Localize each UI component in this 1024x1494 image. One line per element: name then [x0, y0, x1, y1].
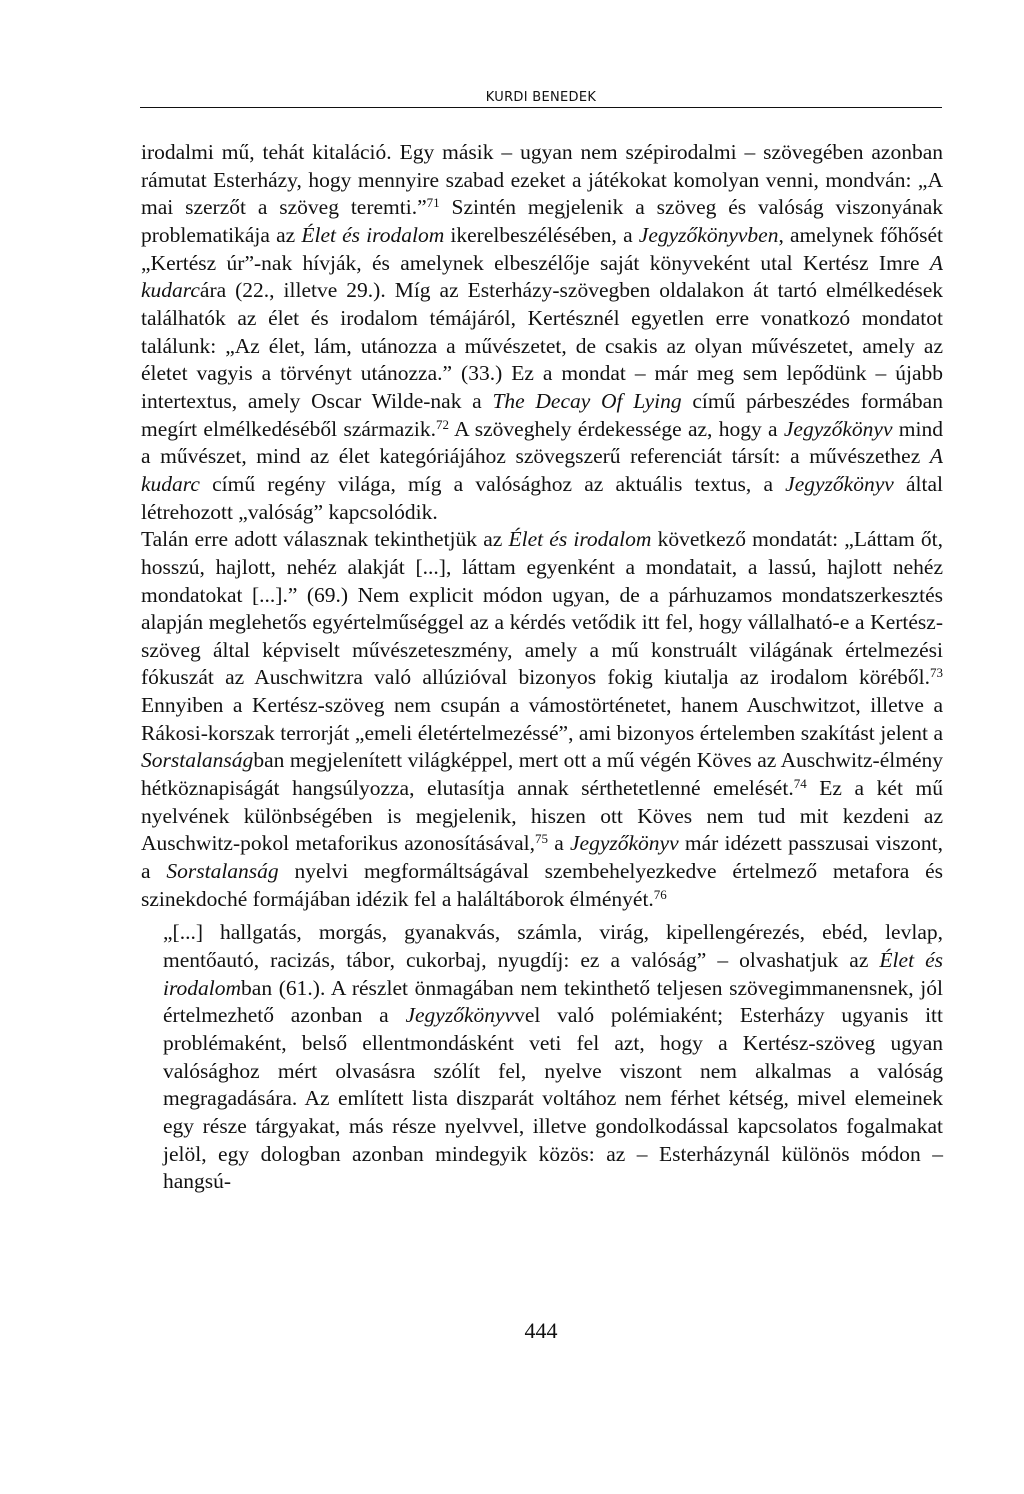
- footnote-marker: 75: [535, 831, 548, 847]
- text-run: Szintén megjelenik a szöveg és valóság viszonyának problematikája az: [141, 195, 944, 247]
- italic-text: A kudarc: [141, 250, 943, 303]
- paragraph: [141, 526, 943, 913]
- italic-text: Jegyzőkönyvben: [638, 222, 779, 247]
- paragraph: [141, 919, 943, 1196]
- italic-text: Jegyzőkönyv: [785, 471, 894, 496]
- text-run: a: [548, 831, 571, 856]
- italic-text: Jegyzőkönyv: [783, 416, 893, 441]
- footnote-marker: 71: [426, 195, 440, 211]
- body-text: [141, 139, 943, 1196]
- italic-text: Élet és irodalom: [301, 222, 445, 247]
- italic-text: A kudarc: [141, 444, 943, 496]
- paragraph: [141, 139, 943, 526]
- text-run: Ez a két mű nyelvének különbségében is megjelenik, hiszen ott Köves nem tud mit kezdeni az Auschwitz-pokol metaforikus azonosításával,: [141, 776, 943, 856]
- footnote-marker: 76: [653, 886, 667, 902]
- text-run: Talán erre adott válasznak tekinthetjük az: [141, 527, 509, 552]
- italic-text: Jegyzőkönyv: [405, 1003, 515, 1028]
- text-run: irodalmi mű, tehát kitaláció. Egy másik – ugyan nem szépirodalmi – szövegében azonban rámutat Esterházy, hogy mennyire szabad ezeket a játékokat komolyan venni, mondván: „A mai szerzőt a szöveg teremti.”: [141, 140, 943, 220]
- text-run: ikerelbeszélésében, a: [444, 222, 639, 247]
- text-run: nyelvi megformáltságával szembehelyezkedve értelmező metafora és szinekdoché formájában idézik fel a haláltáborok élményét.: [141, 859, 944, 911]
- text-run: ára (22., illetve 29.). Míg az Esterházy-szövegben oldalakon át tartó elmélkedések találhatók az élet és irodalom témájáról, Kertésznél egyetlen erre vonatkozó mondatot találunk: „Az élet, lám, utánozza a művészetet, de csakis az olyan művészetet, amely az életet vagyis a törvényt utánozza.” (33.) Ez a mondat – már meg sem lepődünk – újabb intertextus, amely Oscar Wilde-nak a: [141, 278, 943, 413]
- running-head: KURDI BENEDEK: [485, 90, 597, 105]
- footnote-marker: 72: [435, 416, 449, 432]
- text-run: című párbeszédes formában megírt elmélkedéséből származik.: [141, 388, 943, 441]
- header-rule: [140, 107, 942, 108]
- text-run: „[...] hallgatás, morgás, gyanakvás, számla, virág, kipellengérezés, ebéd, levlap, mentőautó, racizás, tábor, cukorbaj, nyugdíj: ez a valóság” – olvashatjuk az: [163, 920, 943, 973]
- text-run: , amelynek főhősét „Kertész úr”-nak hívják, és amelynek elbeszélője saját könyveként utal Kertész Imre: [141, 222, 944, 275]
- footnote-marker: 73: [930, 665, 943, 681]
- text-run: Ennyiben a Kertész-szöveg nem csupán a vámostörténetet, hanem Auschwitzot, illetve a Rákosi-korszak terrorját „emeli életértelmezéssé”, ami bizonyos értelemben szakítást jelent a: [141, 693, 943, 745]
- footnote-marker: 74: [793, 776, 807, 792]
- text-run: című regény világa, míg a valósághoz az aktuális textus, a: [199, 471, 786, 496]
- page-number: 444: [524, 1318, 558, 1343]
- italic-text: Sorstalanság: [166, 859, 279, 884]
- text-run: A szöveghely érdekessége az, hogy a: [448, 416, 784, 441]
- text-run: ban megjelenített világképpel, mert ott a mű végén Köves az Auschwitz-élmény hétköznapiságát hangsúlyozza, elutasítja annak sérthetetlenné emelését.: [141, 748, 943, 801]
- text-run: vel való polémiaként; Esterházy ugyanis itt problémaként, belső ellentmondásként veti fel azt, hogy a Kertész-szöveg ugyan valósághoz mért olvasásra szólít fel, nyelve viszont nem alkalmas a valóság megragadására. Az említett lista diszparát voltához nem férhet kétség, mivel elemeinek egy része tárgyakat, más része nyelvvel, illetve gondolkodással kapcsolatos fogalmakat jelöl, egy dologban azonban mindegyik közös: az – Esterházynál különös módon – hangsú-: [163, 1003, 943, 1194]
- italic-text: Élet és irodalom: [508, 527, 652, 552]
- italic-text: Élet és irodalom: [163, 948, 943, 1000]
- italic-text: Jegyzőkönyv: [570, 831, 679, 856]
- text-run: már idézett passzusai viszont, a: [141, 831, 943, 884]
- text-run: által létrehozott „valóság” kapcsolódik.: [141, 471, 943, 524]
- text-run: mind a művészet, mind az élet kategóriájához szövegszerű referenciát társít: a művészethez: [141, 416, 944, 469]
- text-run: következő mondatát: „Láttam őt, hosszú, hajlott, nehéz alakját [...], láttam egyenként a mondatait, a lassú, hajlott nehéz mondatokat [...].” (69.) Nem explicit módon ugyan, de a párhuzamos mondatszerkesztés alapján meglehetős egyértelműséggel az a kérdés vetődik itt fel, hogy vállalható-e a Kertész-szöveg által képviselt művészeteszmény, amely a mű konstruált világának értelmezési fókuszát az Auschwitzra való allúzióval bizonyos fokig kiutalja az irodalom köréből.: [141, 527, 943, 690]
- text-run: ban (61.). A részlet önmagában nem tekinthető teljesen szövegimmanensnek, jól értelmezhető azonban a: [163, 975, 943, 1028]
- italic-text: Sorstalanság: [141, 748, 254, 773]
- italic-text: The Decay Of Lying: [492, 388, 682, 413]
